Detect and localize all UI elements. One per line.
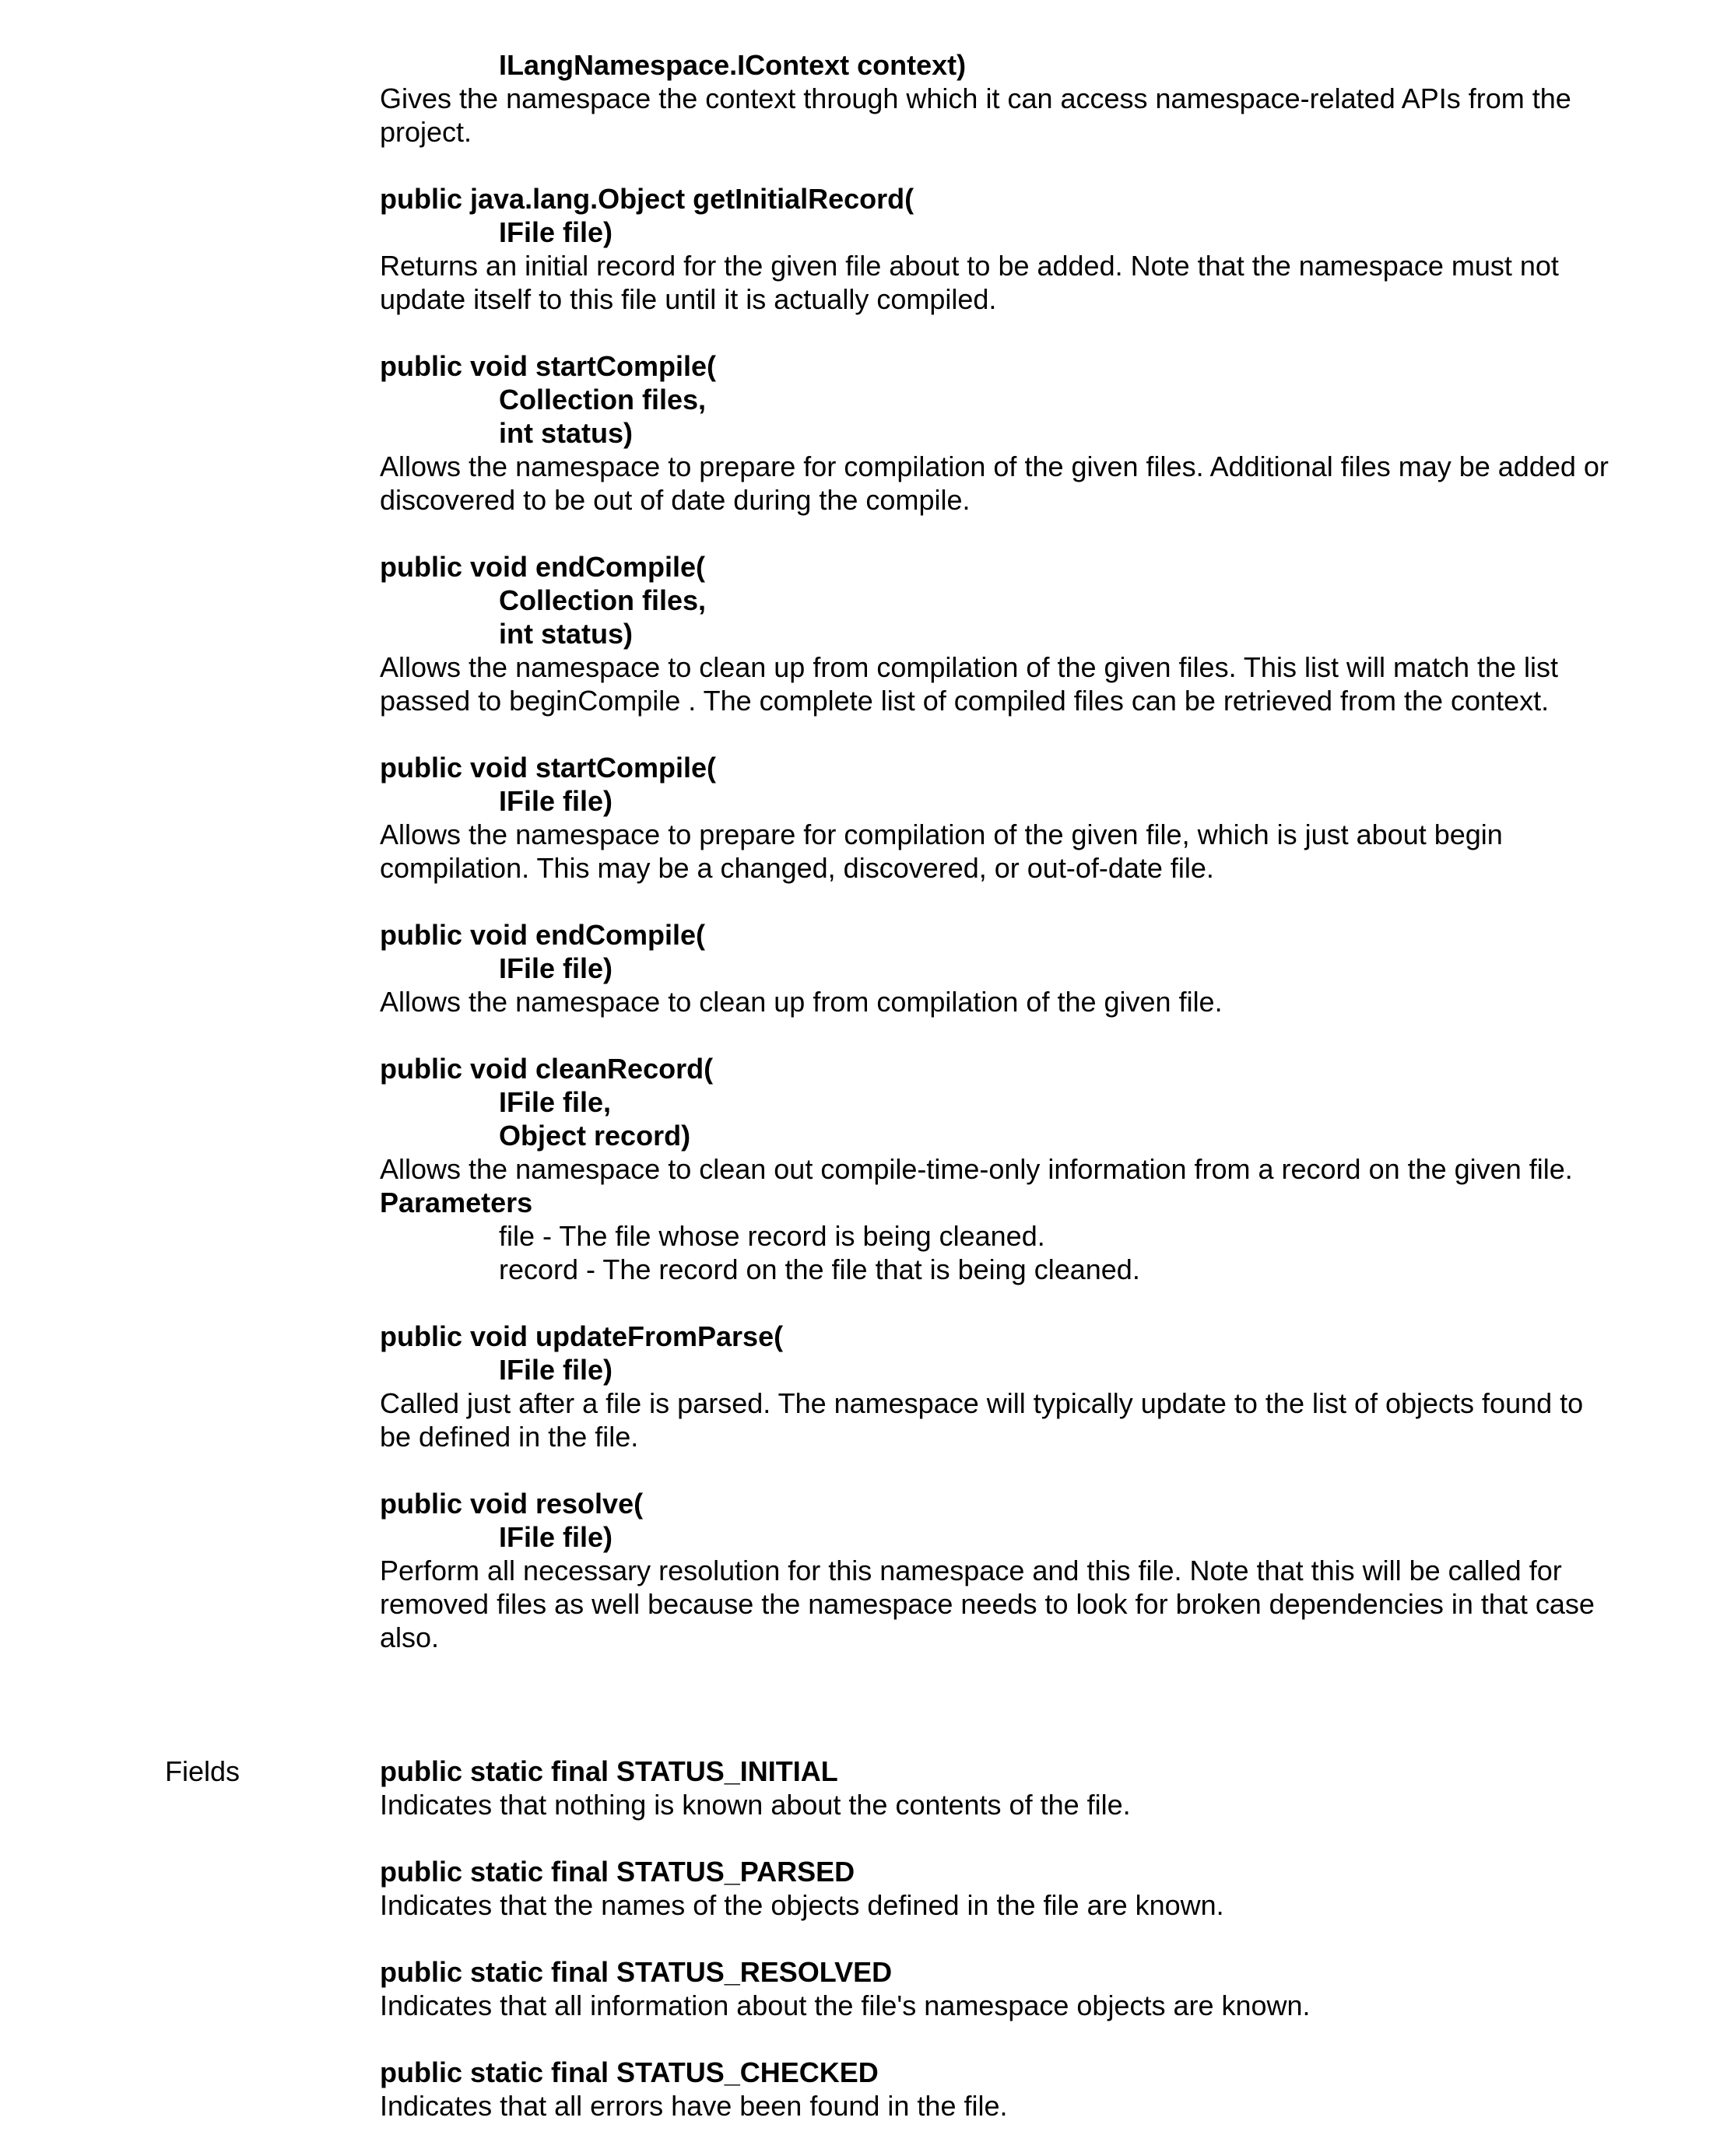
method-signature	[380, 550, 1609, 650]
method-description: Gives the namespace the context through which it can access namespace-related APIs from the project.	[380, 82, 1571, 148]
fields-column	[380, 1755, 1609, 2156]
fields-section-label: Fields	[165, 1755, 240, 1787]
field-signature: public static final STATUS_CHECKED	[380, 2056, 879, 2088]
method-signature	[380, 349, 1609, 450]
method-description: Allows the namespace to clean up from compilation of the given file.	[380, 986, 1223, 1018]
method-entry	[380, 349, 1609, 517]
method-description: Allows the namespace to prepare for compilation of the given file, which is just about begin compilation. This may be a changed, discovered, or out-of-date file.	[380, 819, 1503, 884]
method-entry	[380, 1320, 1609, 1453]
signature-head: public void cleanRecord(	[380, 1053, 714, 1085]
signature-head: public void startCompile(	[380, 350, 717, 382]
method-description: Allows the namespace to clean out compile-time-only information from a record on the given file.	[380, 1153, 1573, 1185]
field-signature: public static final STATUS_INITIAL	[380, 1755, 838, 1787]
signature-param: IFile file)	[499, 1521, 613, 1553]
signature-param: IFile file)	[499, 785, 613, 817]
field-entry	[380, 1955, 1609, 2022]
method-entry	[380, 751, 1609, 885]
signature-param: IFile file)	[499, 1354, 613, 1386]
parameter-description: file - The file whose record is being cleaned.	[499, 1220, 1045, 1252]
method-signature	[380, 1487, 1609, 1554]
field-signature: public static final STATUS_RESOLVED	[380, 1956, 893, 1988]
method-signature	[380, 751, 1609, 818]
method-entry	[380, 1487, 1609, 1654]
field-signature: public static final STATUS_PARSED	[380, 1856, 855, 1888]
signature-head: public void endCompile(	[380, 551, 706, 583]
field-description: Indicates that all errors have been found in the file.	[380, 2090, 1008, 2122]
signature-param: ILangNamespace.IContext context)	[499, 49, 967, 81]
field-description: Indicates that the names of the objects defined in the file are known.	[380, 1889, 1224, 1921]
field-description: Indicates that nothing is known about the contents of the file.	[380, 1789, 1131, 1821]
method-entry	[380, 1052, 1609, 1286]
method-entry	[380, 918, 1609, 1018]
signature-head: public void startCompile(	[380, 752, 717, 784]
field-entry	[380, 2056, 1609, 2123]
parameter-description: record - The record on the file that is being cleaned.	[499, 1253, 1140, 1285]
signature-head: public void endCompile(	[380, 919, 706, 951]
signature-head: public void updateFromParse(	[380, 1320, 784, 1352]
signature-param: Collection files,	[499, 384, 707, 415]
signature-param: Collection files,	[499, 584, 707, 616]
signature-param: int status)	[499, 417, 634, 449]
method-signature	[380, 918, 1609, 985]
method-signature	[380, 48, 1609, 82]
method-description: Allows the namespace to prepare for compilation of the given files. Additional files may be added or discovered to be out of date during the compile.	[380, 450, 1609, 516]
signature-param: int status)	[499, 618, 634, 650]
method-description: Called just after a file is parsed. The namespace will typically update to the list of objects found to be defined in the file.	[380, 1387, 1584, 1453]
method-description: Allows the namespace to clean up from compilation of the given files. This list will match the list passed to beginCompile . The complete list of compiled files can be retrieved from the context.	[380, 651, 1559, 717]
method-signature	[380, 1320, 1609, 1387]
methods-column	[380, 48, 1609, 1688]
signature-param: Object record)	[499, 1120, 691, 1152]
method-signature	[380, 182, 1609, 249]
method-description: Returns an initial record for the given file about to be added. Note that the namespace must not update itself to this file until it is actually compiled.	[380, 250, 1559, 315]
signature-param: IFile file)	[499, 952, 613, 984]
parameters-heading: Parameters	[380, 1187, 533, 1218]
field-entry	[380, 1855, 1609, 1922]
field-description: Indicates that all information about the file's namespace objects are known.	[380, 1989, 1311, 2021]
method-description: Perform all necessary resolution for this namespace and this file. Note that this will be called for removed files as well because the namespace needs to look for broken dependencies in that case also.	[380, 1555, 1595, 1653]
method-entry	[380, 182, 1609, 316]
signature-param: IFile file,	[499, 1086, 612, 1118]
method-signature	[380, 1052, 1609, 1152]
method-entry	[380, 48, 1609, 149]
signature-param: IFile file)	[499, 216, 613, 248]
field-entry	[380, 1755, 1609, 1821]
signature-head: public void resolve(	[380, 1488, 644, 1520]
method-entry	[380, 550, 1609, 717]
signature-head: public java.lang.Object getInitialRecord(	[380, 183, 914, 215]
